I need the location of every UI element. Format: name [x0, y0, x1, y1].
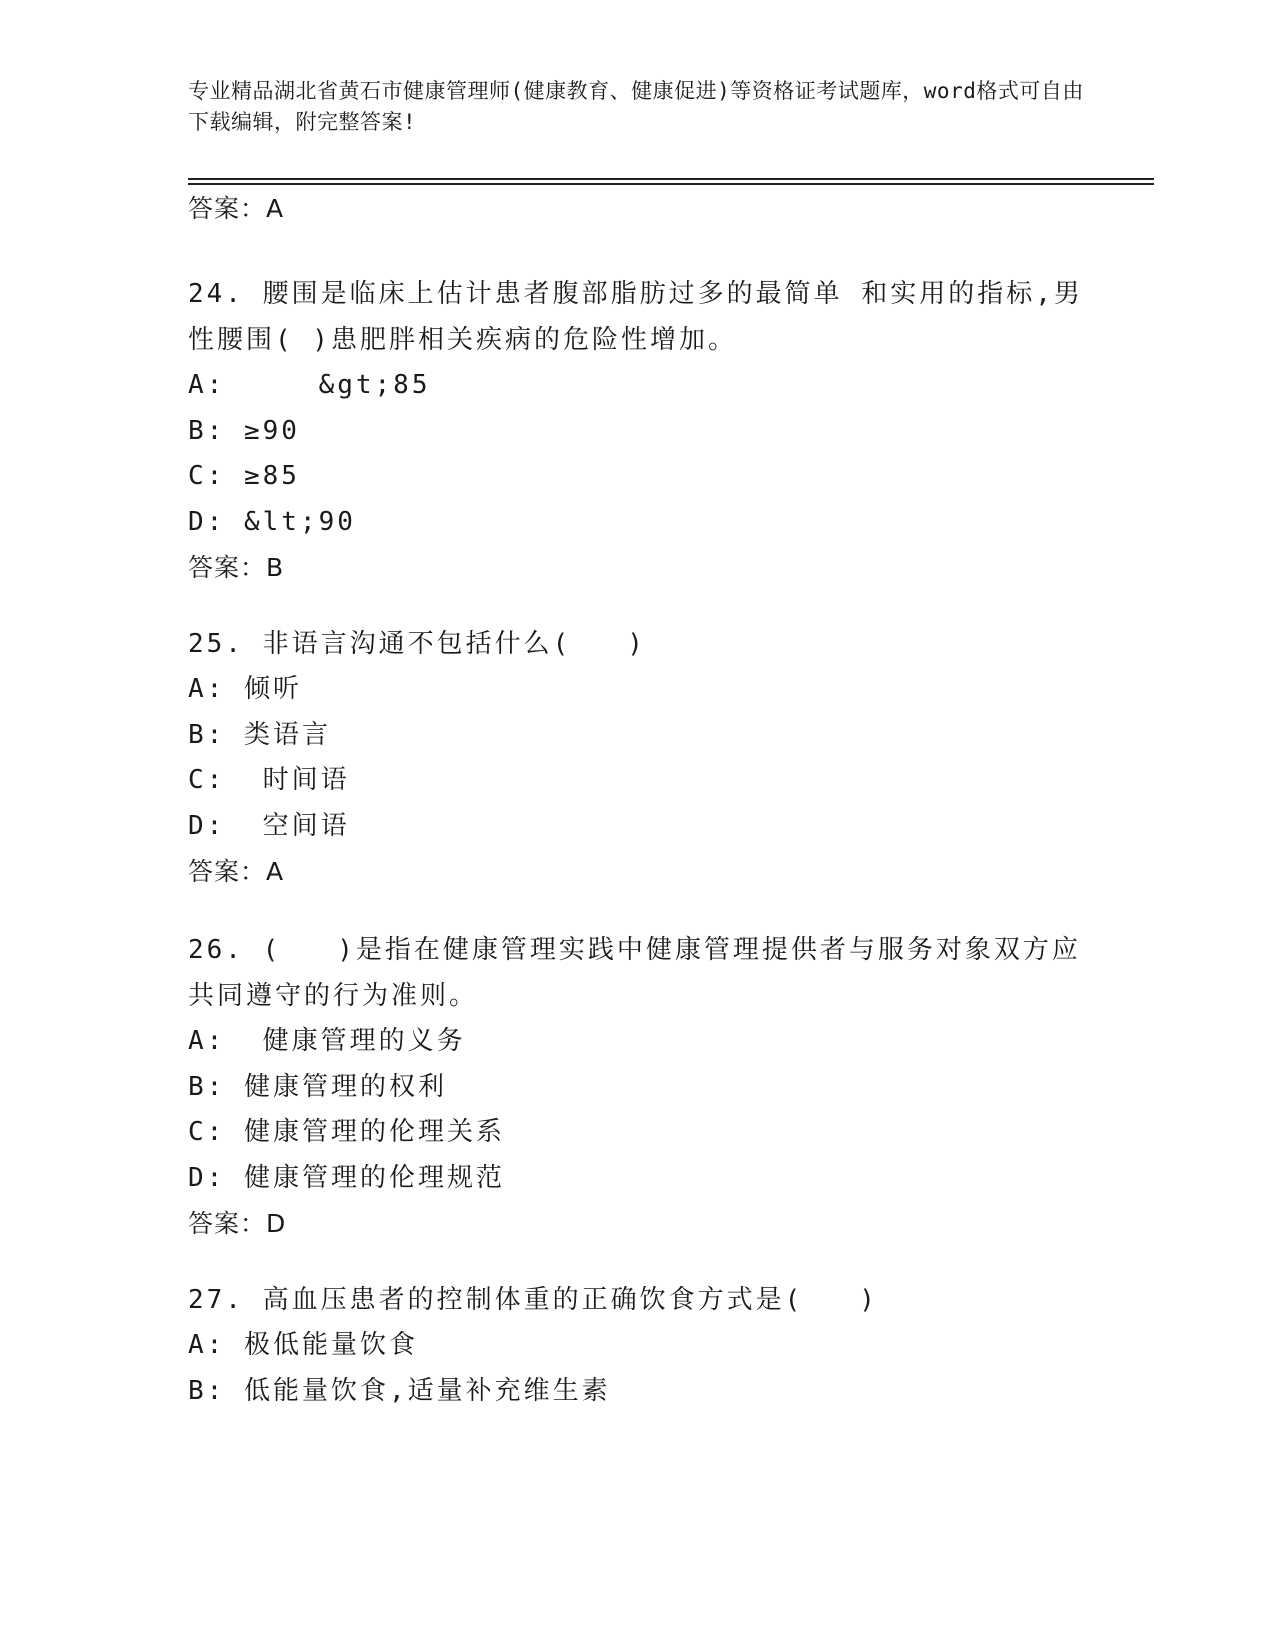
option-b: B: ≥90 — [188, 415, 300, 446]
header-divider — [188, 178, 1154, 180]
option-c: C: 时间语 — [188, 765, 350, 795]
option-a: A: 极低能量饮食 — [188, 1330, 418, 1360]
header-text: 专业精品湖北省黄石市健康管理师(健康教育、健康促进)等资格证考试题库，word格式可自由下载编辑，附完整答案! — [188, 79, 1084, 134]
question-stem: 27. 高血压患者的控制体重的正确饮食方式是( ) — [188, 1285, 878, 1315]
option-a: A: &gt;85 — [188, 370, 431, 400]
page-header — [188, 76, 1088, 138]
question-stem: 26. ( )是指在健康管理实践中健康管理提供者与服务对象双方应共同遵守的行为准则。 — [188, 935, 1081, 1011]
option-b: B: 低能量饮食,适量补充维生素 — [188, 1375, 611, 1406]
answer-line: 答案：A — [188, 194, 285, 223]
answer-line: 答案：D — [188, 1209, 287, 1238]
answer-line: 答案：B — [188, 553, 285, 582]
option-c: C: ≥85 — [188, 461, 300, 491]
option-b: B: 类语言 — [188, 719, 331, 750]
option-b: B: 健康管理的权利 — [188, 1071, 447, 1102]
option-a: A: 健康管理的义务 — [188, 1026, 466, 1056]
question-stem: 24. 腰围是临床上估计患者腹部脂肪过多的最简单 和实用的指标,男性腰围( )患肥胖相关疾病的危险性增加。 — [188, 279, 1083, 355]
question-27 — [188, 1277, 1088, 1414]
previous-answer — [188, 186, 1088, 231]
option-d: D: 空间语 — [188, 810, 350, 841]
option-d: D: &lt;90 — [188, 506, 356, 537]
option-d: D: 健康管理的伦理规范 — [188, 1162, 505, 1193]
option-a: A: 倾听 — [188, 674, 302, 704]
question-stem: 25. 非语言沟通不包括什么( ) — [188, 629, 646, 659]
question-26 — [188, 927, 1088, 1246]
question-24 — [188, 271, 1088, 590]
question-25 — [188, 621, 1088, 894]
answer-line: 答案：A — [188, 857, 285, 886]
option-c: C: 健康管理的伦理关系 — [188, 1117, 505, 1147]
header-divider — [188, 183, 1154, 185]
